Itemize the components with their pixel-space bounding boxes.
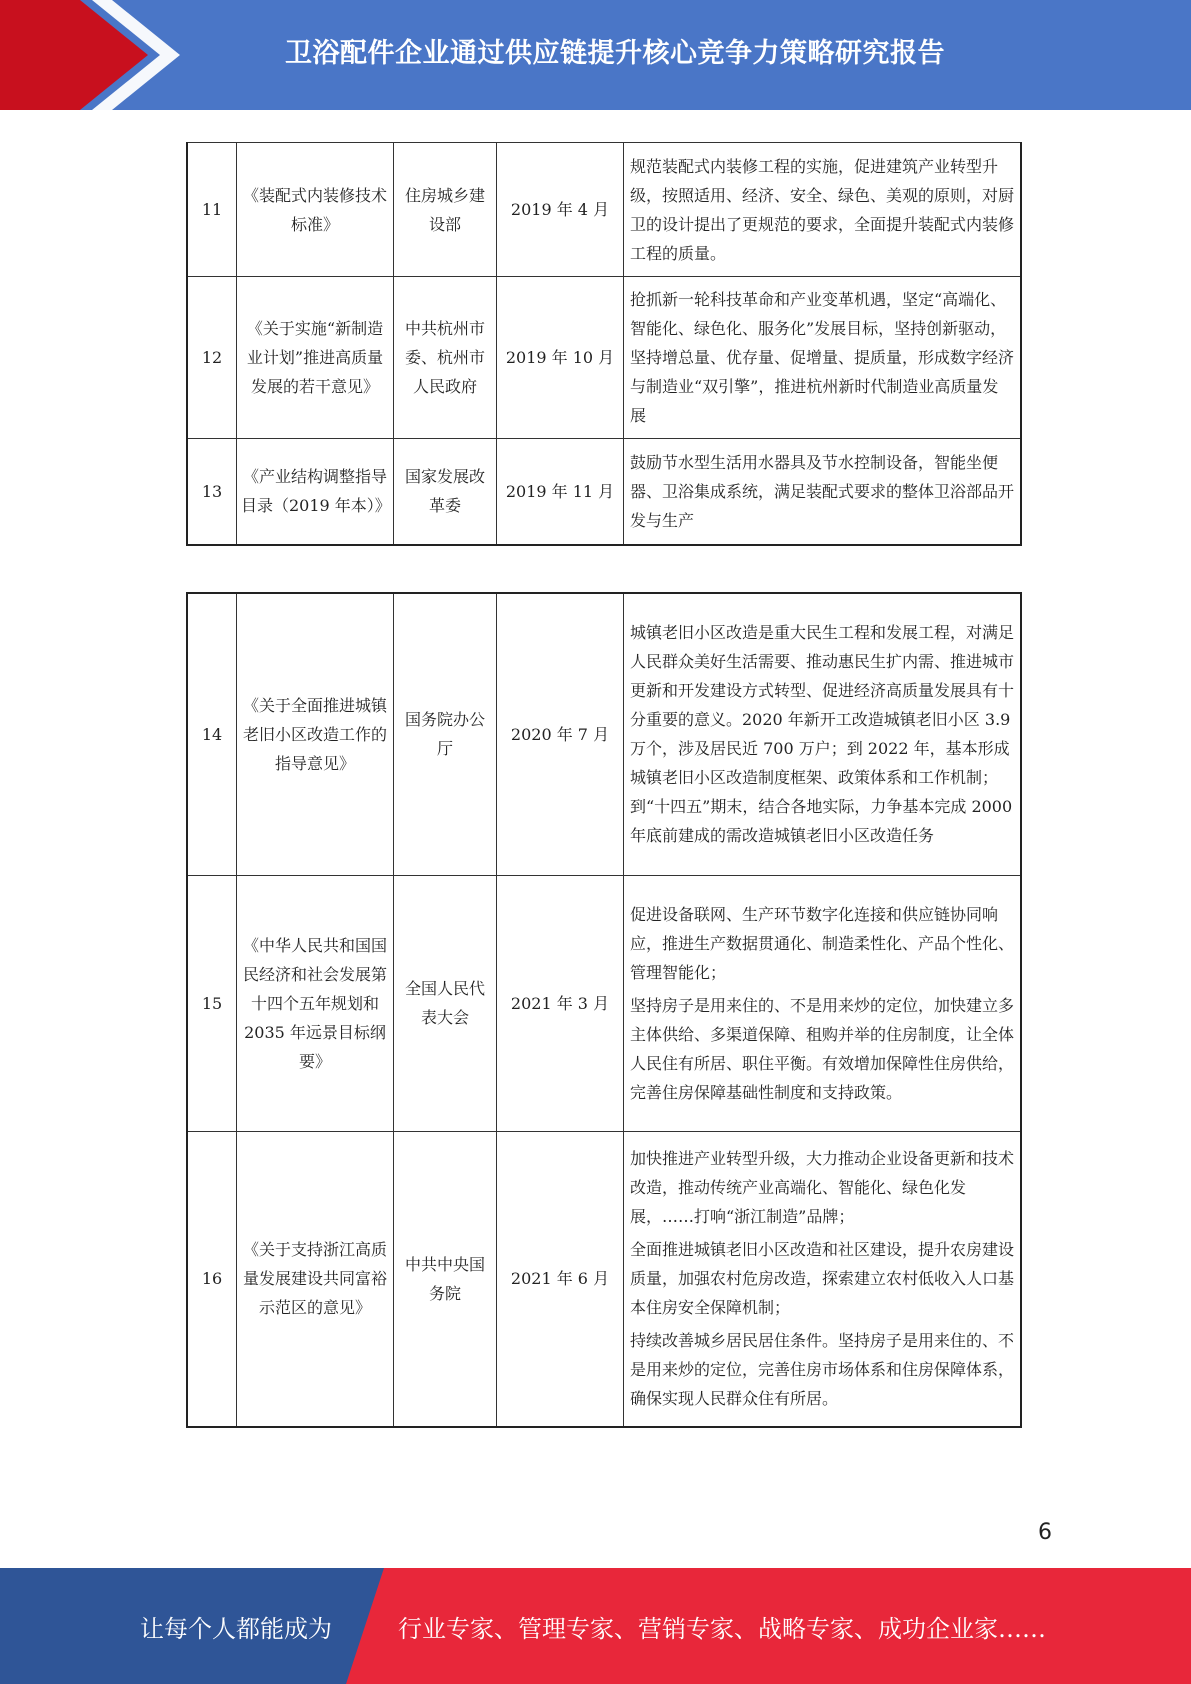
table-row <box>187 277 1021 439</box>
description-paragraph: 促进设备联网、生产环节数字化连接和供应链协同响应，推进生产数据贯通化、制造柔性化、产品个性化、管理智能化； <box>630 904 1015 982</box>
issue-date: 2020 年 7 月 <box>497 593 624 875</box>
table-row <box>187 875 1021 1131</box>
table-row <box>187 593 1021 875</box>
issuing-organization: 中共中央国务院 <box>394 1131 497 1427</box>
policy-title: 《中华人民共和国国民经济和社会发展第十四个五年规划和 2035 年远景目标纲要》 <box>237 875 394 1131</box>
policy-table-continued <box>186 142 1022 546</box>
policy-title: 《关于支持浙江高质量发展建设共同富裕示范区的意见》 <box>237 1131 394 1427</box>
row-number: 11 <box>187 143 237 277</box>
description-paragraph: 抢抓新一轮科技革命和产业变革机遇，坚定“高端化、智能化、绿色化、服务化”发展目标，坚持创新驱动，坚持增总量、优存量、促增量、提质量，形成数字经济与制造业“双引擎”，推进杭州新时代制造业高质量发展 <box>630 290 1015 425</box>
issuing-organization: 国家发展改革委 <box>394 439 497 545</box>
policy-title: 《产业结构调整指导目录（2019 年本）》 <box>237 439 394 545</box>
description-paragraph: 规范装配式内装修工程的实施，促进建筑产业转型升级，按照适用、经济、安全、绿色、美观的原则，对厨卫的设计提出了更规范的要求，全面提升装配式内装修工程的质量。 <box>630 156 1015 263</box>
issuing-organization: 国务院办公厅 <box>394 593 497 875</box>
row-number: 16 <box>187 1131 237 1427</box>
policy-title: 《装配式内装修技术标准》 <box>237 143 394 277</box>
description-paragraph: 坚持房子是用来住的、不是用来炒的定位，加快建立多主体供给、多渠道保障、租购并举的住房制度，让全体人民住有所居、职住平衡。有效增加保障性住房供给，完善住房保障基础性制度和支持政策。 <box>630 995 1015 1102</box>
footer-slogan-left: 让每个人都能成为 <box>140 1614 332 1643</box>
issue-date: 2021 年 3 月 <box>497 875 624 1131</box>
policy-description <box>624 593 1022 875</box>
table-row <box>187 439 1021 545</box>
table-row <box>187 1131 1021 1427</box>
issuing-organization: 住房城乡建设部 <box>394 143 497 277</box>
policy-description <box>624 143 1022 277</box>
header-banner <box>0 0 1191 110</box>
policy-description <box>624 439 1022 545</box>
policy-title: 《关于实施“新制造业计划”推进高质量发展的若干意见》 <box>237 277 394 439</box>
table-row <box>187 143 1021 277</box>
document-title: 卫浴配件企业通过供应链提升核心竞争力策略研究报告 <box>285 37 945 69</box>
footer-slogan-right: 行业专家、管理专家、营销专家、战略专家、成功企业家…… <box>398 1614 1046 1643</box>
issuing-organization: 中共杭州市委、杭州市人民政府 <box>394 277 497 439</box>
row-number: 13 <box>187 439 237 545</box>
row-number: 12 <box>187 277 237 439</box>
description-paragraph: 城镇老旧小区改造是重大民生工程和发展工程，对满足人民群众美好生活需要、推动惠民生扩内需、推进城市更新和开发建设方式转型、促进经济高质量发展具有十分重要的意义。2020 年新开工改造城镇老旧小区 3.9 万个，涉及居民近 700 万户；到 2022 年，基本形成城镇老旧小区改造制度框架、政策体系和工作机制；到“十四五”期末，结合各地实际，力争基本完成 2000 年底前建成的需改造城镇老旧小区改造任务 <box>630 623 1015 846</box>
description-paragraph: 加快推进产业转型升级，大力推动企业设备更新和技术改造，推动传统产业高端化、智能化、绿色化发展，……打响“浙江制造”品牌； <box>630 1149 1015 1227</box>
description-paragraph: 全面推进城镇老旧小区改造和社区建设，提升农房建设质量，加强农村危房改造，探索建立农村低收入人口基本住房安全保障机制； <box>630 1240 1015 1318</box>
policy-title: 《关于全面推进城镇老旧小区改造工作的指导意见》 <box>237 593 394 875</box>
footer-banner <box>0 1568 1191 1684</box>
policy-description <box>624 1131 1022 1427</box>
issue-date: 2019 年 10 月 <box>497 277 624 439</box>
row-number: 15 <box>187 875 237 1131</box>
issuing-organization: 全国人民代表大会 <box>394 875 497 1131</box>
row-number: 14 <box>187 593 237 875</box>
policy-table <box>186 592 1022 1428</box>
page-number: 6 <box>1038 1520 1052 1545</box>
issue-date: 2021 年 6 月 <box>497 1131 624 1427</box>
issue-date: 2019 年 4 月 <box>497 143 624 277</box>
description-paragraph: 持续改善城乡居民居住条件。坚持房子是用来住的、不是用来炒的定位，完善住房市场体系和住房保障体系，确保实现人民群众住有所居。 <box>630 1331 1015 1409</box>
policy-description <box>624 875 1022 1131</box>
description-paragraph: 鼓励节水型生活用水器具及节水控制设备，智能坐便器、卫浴集成系统，满足装配式要求的整体卫浴部品开发与生产 <box>630 452 1015 530</box>
issue-date: 2019 年 11 月 <box>497 439 624 545</box>
policy-description <box>624 277 1022 439</box>
